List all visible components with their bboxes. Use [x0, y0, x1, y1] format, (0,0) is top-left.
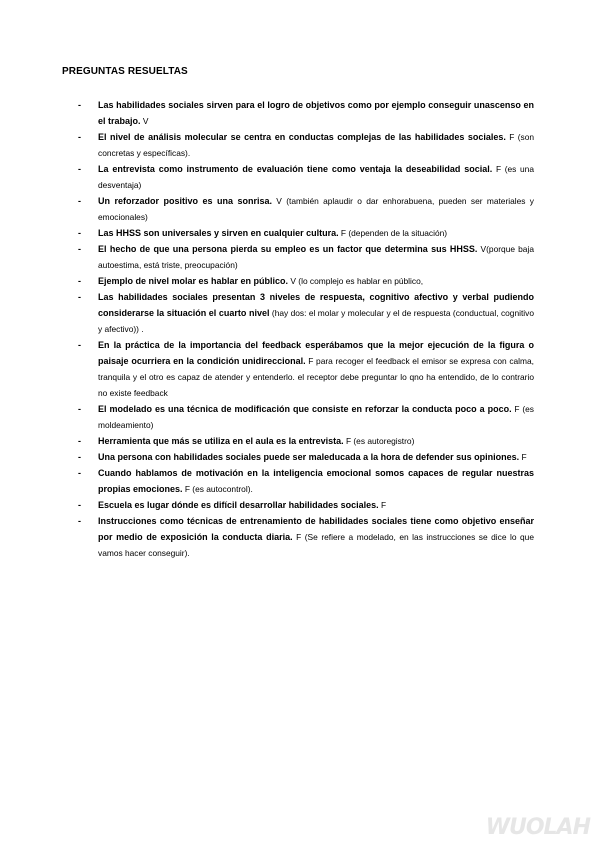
list-item: [78, 497, 534, 513]
question-text: La entrevista como instrumento de evaluación tiene como ventaja la deseabilidad social.: [98, 164, 493, 174]
list-item: [78, 241, 534, 273]
question-text: El hecho de que una persona pierda su empleo es un factor que determina sus HHSS.: [98, 244, 478, 254]
list-item: [78, 193, 534, 225]
answer-text: F (son concretas y específicas).: [98, 132, 535, 158]
answer-text: V (también aplaudir o dar enhorabuena, pueden ser materiales y emocionales): [98, 196, 534, 222]
answer-text: F (dependen de la situación): [338, 228, 448, 238]
question-text: Las HHSS son universales y sirven en cualquier cultura.: [98, 228, 339, 238]
question-text: Las habilidades sociales sirven para el logro de objetivos como por ejemplo conseguir unascenso en el trabajo.: [98, 100, 534, 126]
answer-text: F: [519, 452, 527, 462]
question-text: Una persona con habilidades sociales puede ser maleducada a la hora de defender sus opiniones.: [98, 452, 520, 462]
question-text: Escuela es lugar dónde es difícil desarrollar habilidades sociales.: [98, 500, 379, 510]
list-item: [78, 449, 534, 465]
question-text: En la práctica de la importancia del feedback esperábamos que la mejor ejecución de la figura o paisaje ocurriera en la condición unidireccional.: [98, 340, 534, 366]
question-text: El modelado es una técnica de modificación que consiste en reforzar la conducta poco a poco.: [98, 404, 512, 414]
list-item: [78, 513, 534, 561]
answer-text: (hay dos: el molar y molecular y el de respuesta (conductual, cognitivo y afectivo)) .: [98, 308, 534, 334]
list-item: [78, 465, 534, 497]
list-item: [78, 161, 534, 193]
question-text: Instrucciones como técnicas de entrenamiento de habilidades sociales tiene como objetivo enseñar por medio de exposición la conducta diaria.: [98, 516, 534, 542]
list-item: [78, 225, 534, 241]
question-text: El nivel de análisis molecular se centra en conductas complejas de las habilidades sociales.: [98, 132, 506, 142]
answer-text: F para recoger el feedback el emisor se expresa con calma, tranquila y el otro es capaz de atender y entenderlo. el receptor debe preguntar lo qno ha entendido, de lo contrario no existe feedback: [98, 356, 534, 398]
page-title: PREGUNTAS RESUELTAS: [62, 66, 188, 77]
answer-text: F (es una desventaja): [98, 164, 534, 190]
question-text: Un reforzador positivo es una sonrisa.: [98, 196, 272, 206]
list-item: [78, 337, 534, 401]
answer-text: F (es autoregistro): [343, 436, 415, 446]
list-item: [78, 433, 534, 449]
answer-text: V: [140, 116, 149, 126]
list-item: [78, 289, 534, 337]
watermark-logo: WUOLAH: [485, 815, 590, 840]
question-list: [78, 97, 534, 561]
question-text: Cuando hablamos de motivación en la inteligencia emocional somos capaces de regular nuestras propias emociones.: [98, 468, 534, 494]
answer-text: V(porque baja autoestima, está triste, preocupación): [98, 244, 534, 270]
list-item: [78, 129, 534, 161]
answer-text: F (Se refiere a modelado, en las instrucciones se dice lo que vamos hacer conseguir).: [98, 532, 534, 558]
answer-text: F (es autocontrol).: [182, 484, 253, 494]
answer-text: F: [378, 500, 387, 510]
list-item: [78, 273, 534, 289]
list-item: [78, 97, 534, 129]
answer-text: F (es moldeamiento): [98, 404, 534, 430]
question-text: Ejemplo de nivel molar es hablar en público.: [98, 276, 289, 286]
answer-text: V (lo complejo es hablar en público,: [288, 276, 424, 286]
list-item: [78, 401, 534, 433]
question-text: Las habilidades sociales presentan 3 niveles de respuesta, cognitivo afectivo y verbal pudiendo considerarse la situación el cuarto nivel: [98, 292, 534, 318]
question-text: Herramienta que más se utiliza en el aula es la entrevista.: [98, 436, 344, 446]
